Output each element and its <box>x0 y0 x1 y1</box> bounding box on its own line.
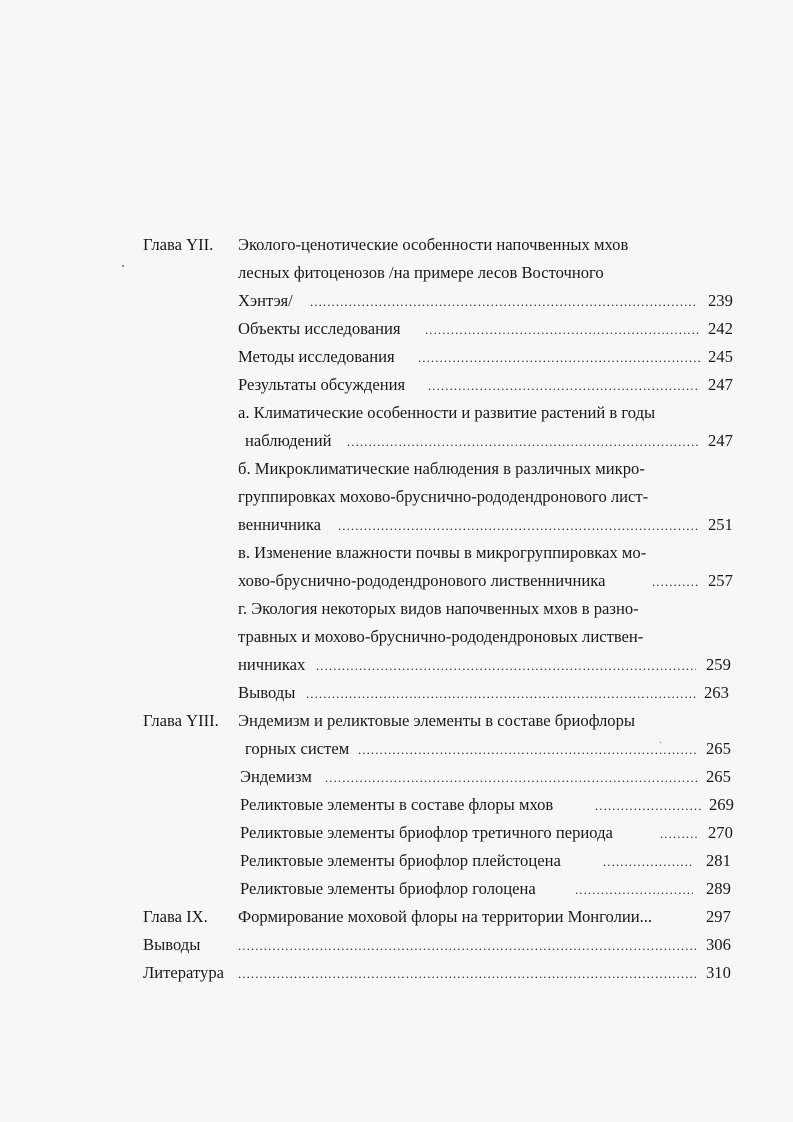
toc-subentry-v-line-1: в. Изменение влажности почвы в микрогруппировках мо- <box>238 543 647 562</box>
page-number: 242 <box>708 319 733 338</box>
page-number: 259 <box>706 655 731 674</box>
scan-speck <box>660 742 661 743</box>
page-number: 265 <box>706 739 731 758</box>
toc-entry-relict-holocene: Реликтовые элементы бриофлор голоцена <box>240 879 536 898</box>
toc-subentry-g-line-2: травных и мохово-бруснично-рододендроновых листвен- <box>238 627 644 646</box>
toc-entry-results: Результаты обсуждения <box>238 375 406 394</box>
toc-subentry-g-line-3: ничниках <box>238 655 306 674</box>
chapter-9-label: Глава IX. <box>143 907 208 926</box>
chapter-7-title-line-1: Эколого-ценотические особенности напочвенных мхов <box>238 235 629 254</box>
page-number: 263 <box>704 683 729 702</box>
page-number: 265 <box>706 767 731 786</box>
toc-subentry-b-line-3: венничника <box>238 515 322 534</box>
toc-subentry-a-line-2: наблюдений <box>245 431 332 450</box>
toc-entry-endemism: Эндемизм <box>240 767 312 786</box>
toc-entry-relict-moss: Реликтовые элементы в составе флоры мхов <box>240 795 554 814</box>
toc-entry-objects: Объекты исследования <box>238 319 401 338</box>
page-number: 297 <box>706 907 731 926</box>
toc-entry-relict-pleistocene: Реликтовые элементы бриофлор плейстоцена <box>240 851 561 870</box>
chapter-8-title-line-1: Эндемизм и реликтовые элементы в составе бриофлоры <box>238 711 636 730</box>
toc-entry-final-conclusions: Выводы <box>143 935 201 954</box>
page-number: 251 <box>708 515 733 534</box>
page-number: 306 <box>706 935 731 954</box>
chapter-7-label: Глава YII. <box>143 235 214 254</box>
chapter-8-title-line-2: горных систем <box>245 739 350 758</box>
toc-entry-relict-tertiary: Реликтовые элементы бриофлор третичного периода <box>240 823 613 842</box>
toc-subentry-g-line-1: г. Экология некоторых видов напочвенных мхов в разно- <box>238 599 639 618</box>
toc-subentry-v-line-2: хово-бруснично-рододендронового лиственничника <box>238 571 606 590</box>
scan-speck <box>122 265 124 267</box>
page-number: 289 <box>706 879 731 898</box>
chapter-7-title-line-2: лесных фитоценозов /на примере лесов Восточного <box>238 263 604 282</box>
page-number: 270 <box>708 823 733 842</box>
toc-subentry-a-line-1: а. Климатические особенности и развитие растений в годы <box>238 403 656 422</box>
toc-entry-methods: Методы исследования <box>238 347 395 366</box>
page-number: 247 <box>708 431 733 450</box>
page-number: 239 <box>708 291 733 310</box>
chapter-7-title-line-3: Хэнтэя/ <box>238 291 293 310</box>
toc-subentry-b-line-2: группировках мохово-бруснично-рододендронового лист- <box>238 487 649 506</box>
page-number: 257 <box>708 571 733 590</box>
page-number: 281 <box>706 851 731 870</box>
toc-subentry-b-line-1: б. Микроклиматические наблюдения в различных микро- <box>238 459 645 478</box>
toc-entry-literature: Литература <box>143 963 224 982</box>
chapter-9-title: Формирование моховой флоры на территории Монголии... <box>238 907 653 926</box>
chapter-8-label: Глава YIII. <box>143 711 219 730</box>
page-number: 310 <box>706 963 731 982</box>
page-number: 247 <box>708 375 733 394</box>
toc-entry-conclusions: Выводы <box>238 683 296 702</box>
page-number: 269 <box>709 795 734 814</box>
page-number: 245 <box>708 347 733 366</box>
